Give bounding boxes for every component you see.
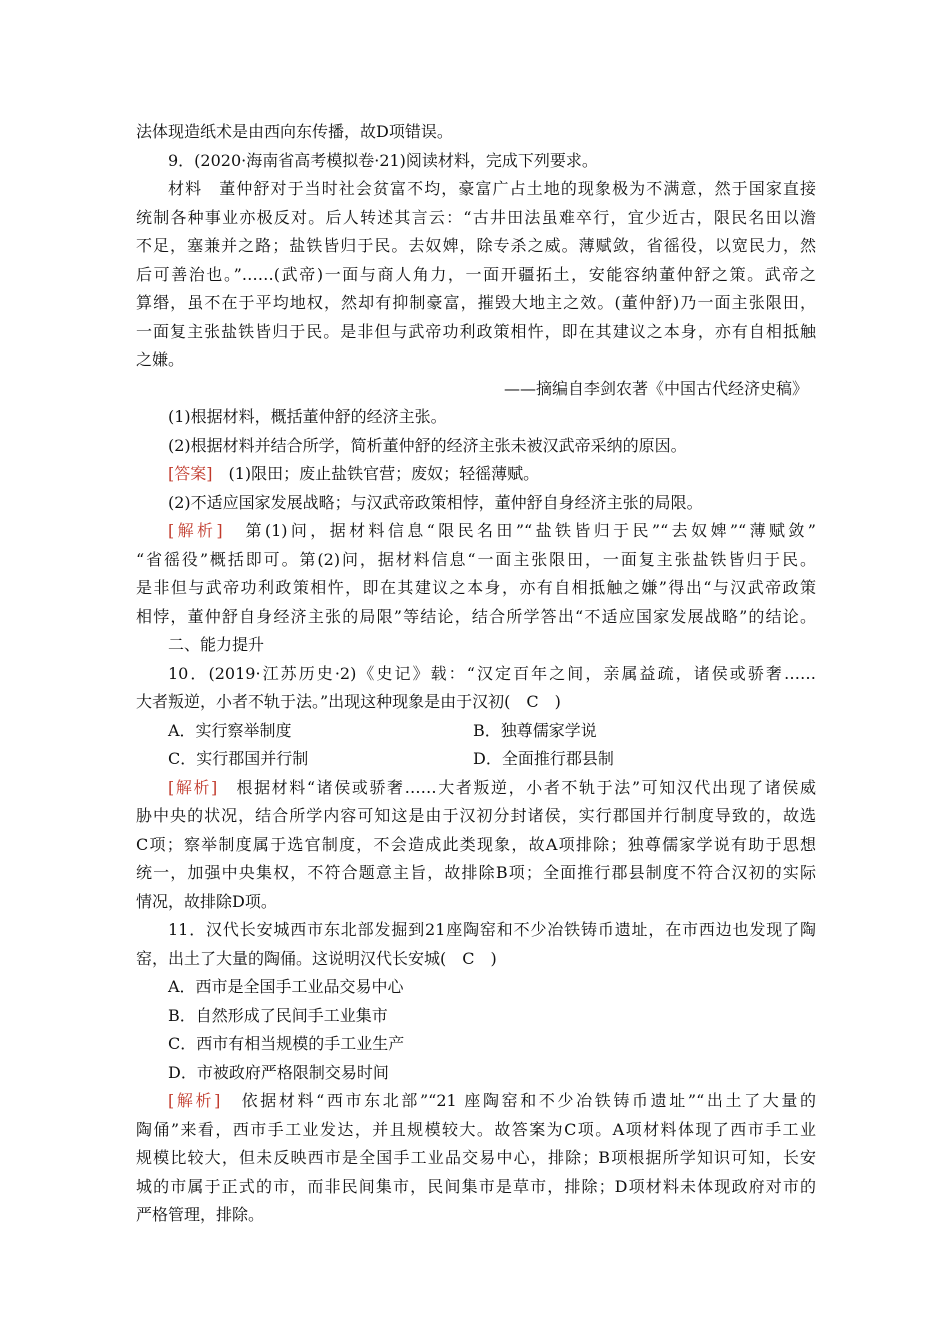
material-line: 材料 董仲舒对于当时社会贫富不均，豪富广占土地的现象极为不满意，然于国家直接 [168,179,816,198]
option-b: B．自然形成了民间手工业集市 [168,1005,388,1025]
question-11-stem: 11．汉代长安城西市东北部发掘到21座陶窑和不少冶铁铸币遗址，在市西边也发现了陶 [168,920,816,939]
analysis-line: 相悖，董仲舒自身经济主张的局限”等结论，结合所学答出“不适应国家发展战略”的结论。 [136,606,816,626]
option-d: D．全面推行郡县制 [473,749,614,768]
analysis-line: 陶俑”来看，西市手工业发达，并且规模较大。故答案为C项。A项材料体现了西市手工业 [136,1119,816,1139]
material-line: 统制各种事业亦极反对。后人转述其言云：“古井田法虽难卒行，宜少近古，限民名田以澹 [136,207,816,227]
option-c: C．西市有相当规模的手工业生产 [168,1034,405,1053]
analysis-line: 统一，加强中央集权，不符合题意主旨，故排除B项；全面推行郡县制度不符合汉初的实际 [136,863,816,882]
document-page [136,118,816,1230]
option-c: C．实行郡国并行制 [168,749,309,768]
analysis-line [136,517,816,546]
analysis-line: “省徭役”概括即可。第(2)问，据材料信息“一面主张限田，一面复主张盐铁皆归于民。 [136,549,816,569]
question-10-stem: 大者叛逆，小者不轨于法。”出现这种现象是由于汉初( C ) [136,692,561,711]
analysis-line: 是非但与武帝功利政策相忤，即在其建议之本身，亦有自相抵触之嫌”得出“与汉武帝政策 [136,578,816,597]
answer-tag: [答案] [168,464,213,483]
analysis-text: 根据材料“诸侯或骄奢……大者叛逆，小者不轨于法”可知汉代出现了诸侯威 [217,777,816,797]
answer-line [136,460,816,489]
material-line: 不足，塞兼并之路；盐铁皆归于民。去奴婢，除专杀之威。薄赋敛，省徭役，以宽民力，然 [136,236,816,255]
analysis-line: 胁中央的状况，结合所学内容可知这是由于汉初分封诸侯，实行郡国并行制度导致的，故选 [136,806,816,825]
material-line: 算缗，虽不在于平均地权，然却有抑制豪富，摧毁大地主之效。(董仲舒)乃一面主张限田， [136,293,816,312]
analysis-line: 城的市属于正式的市，而非民间集市，民间集市是草市，排除；D项材料未体现政府对市的 [136,1176,816,1196]
analysis-line [136,774,816,803]
analysis-tag: [解析] [168,521,223,540]
option-a: A．实行察举制度 [168,720,292,740]
text-line: 法体现造纸术是由西向东传播，故D项错误。 [136,122,453,141]
options-row [136,745,816,774]
analysis-line: C项；察举制度属于选官制度，不会造成此类现象，故A项排除；独尊儒家学说有助于思想 [136,834,816,854]
analysis-line: 规模比较大，但未反映西市是全国手工业品交易中心，排除；B项根据所学知识可知，长安 [136,1148,816,1167]
analysis-line [136,1087,816,1116]
options-row [136,717,816,746]
analysis-text: 依据材料“西市东北部”“21 座陶窑和不少冶铁铸币遗址”“出土了大量的 [220,1091,816,1110]
answer-line: (2)不适应国家发展战略；与汉武帝政策相悖，董仲舒自身经济主张的局限。 [168,492,703,512]
option-b: B．独尊儒家学说 [473,720,597,740]
requirement-2: (2)根据材料并结合所学，简析董仲舒的经济主张未被汉武帝采纳的原因。 [168,435,687,455]
analysis-tag: [解析] [168,777,218,797]
material-line: 后可善治也。”……(武帝)一面与商人角力，一面开疆拓土，安能容纳董仲舒之策。武帝之 [136,264,816,284]
analysis-tag: [解析] [168,1091,221,1110]
analysis-line: 情况，故排除D项。 [136,891,277,911]
requirement-1: (1)根据材料，概括董仲舒的经济主张。 [168,407,447,426]
option-a: A．西市是全国手工业品交易中心 [168,977,404,996]
analysis-text: 第(1)问，据材料信息“限民名田”“盐铁皆归于民”“去奴婢”“薄赋敛” [222,521,816,540]
analysis-line: 严格管理，排除。 [136,1205,265,1224]
material-source: ——摘编自李剑农著《中国古代经济史稿》 [503,378,808,398]
material-line: 之嫌。 [136,350,185,369]
answer-text: (1)限田；废止盐铁官营；废奴；轻徭薄赋。 [212,464,540,483]
section-heading: 二、能力提升 [168,635,265,654]
question-10-stem: 10．(2019·江苏历史·2)《史记》载：“汉定百年之间，亲属益疏，诸侯或骄奢…… [168,663,816,683]
option-d: D．市被政府严格限制交易时间 [168,1062,389,1082]
question-9-title: 9．(2020·海南省高考模拟卷·21)阅读材料，完成下列要求。 [168,150,598,170]
question-11-stem: 窑，出土了大量的陶俑。这说明汉代长安城( C ) [136,948,497,968]
material-line: 一面复主张盐铁皆归于民。是非但与武帝功利政策相忤，即在其建议之本身，亦有自相抵触 [136,321,816,341]
